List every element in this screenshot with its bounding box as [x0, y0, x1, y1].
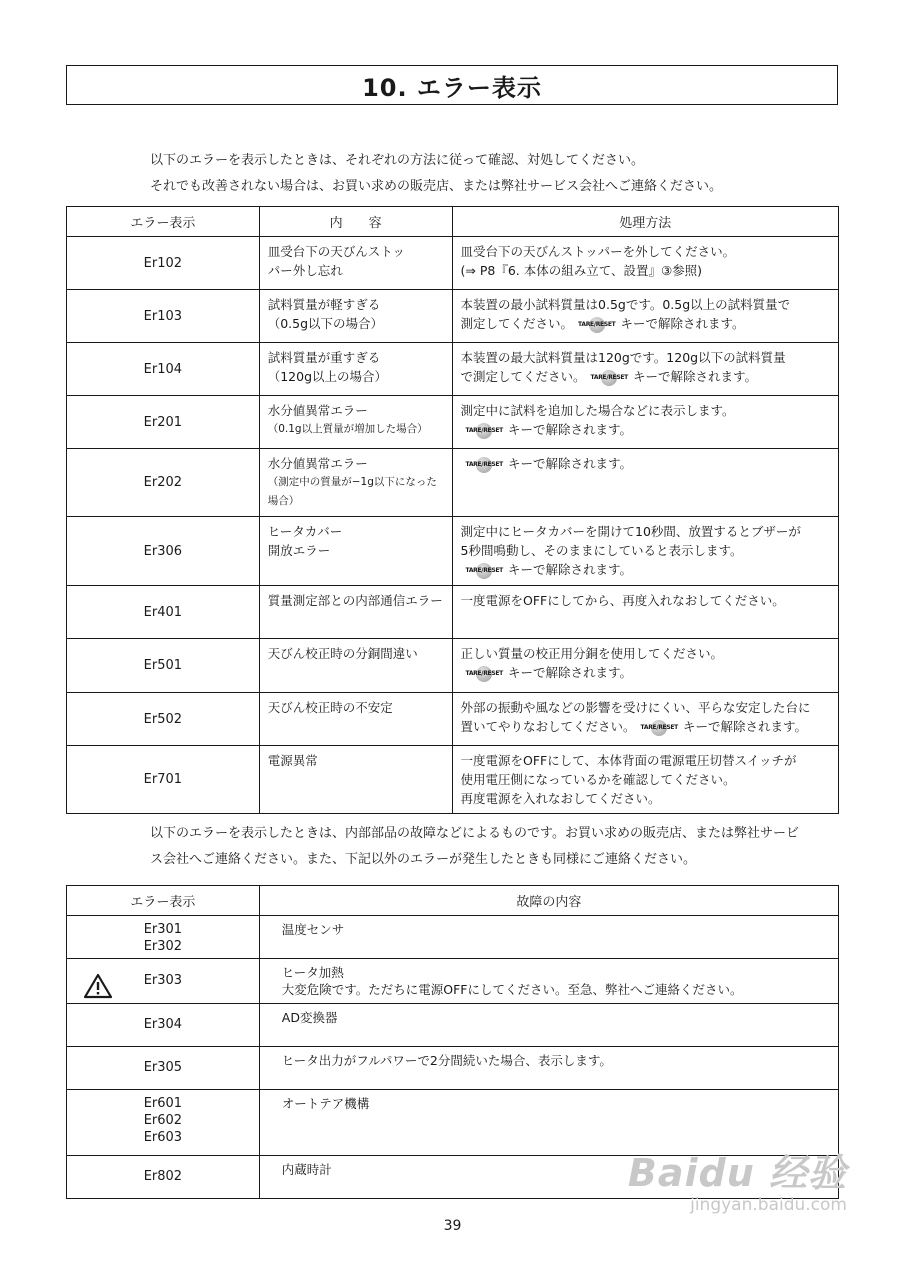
intro-line: それでも改善されない場合は、お買い求めの販売店、または弊社サービス会社へご連絡ください。: [150, 179, 723, 194]
error-code-cell: [67, 1156, 260, 1199]
remedy-text: で測定してください。: [460, 369, 586, 384]
intro-line: ス会社へご連絡ください。また、下記以外のエラーが発生したときも同様にご連絡ください。: [150, 852, 697, 867]
table-row: [67, 396, 839, 449]
tare-reset-key-icon: TARE/RESET: [465, 561, 504, 580]
error-description: [259, 517, 452, 586]
error-remedy: [452, 586, 838, 639]
tare-reset-key-icon: TARE/RESET: [465, 421, 504, 440]
remedy-line: 正しい質量の校正用分銅を使用してください。: [460, 646, 724, 661]
error-description: [259, 396, 452, 449]
remedy-line: 一度電源をOFFにして、本体背面の電源電圧切替スイッチが: [460, 753, 797, 768]
fault-description: [259, 959, 838, 1004]
error-description: [259, 237, 452, 290]
error-code-cell: [67, 959, 260, 1004]
table-row: [67, 639, 839, 693]
remedy-line: 使用電圧側になっているかを確認してください。: [460, 772, 736, 787]
error-description: [259, 586, 452, 639]
fault-line: ヒータ出力がフルパワーで2分間続いた場合、表示します。: [281, 1053, 612, 1068]
intro-paragraph-1: [150, 148, 722, 200]
remedy-text: キーで解除されます。: [507, 665, 632, 680]
error-code-cell: [67, 1090, 260, 1156]
warning-icon: [83, 973, 113, 999]
remedy-text: キーで解除されます。: [620, 316, 745, 331]
remedy-text: キーで解除されます。: [507, 456, 632, 471]
error-remedy: [452, 639, 838, 693]
error-code: Er501: [67, 639, 260, 693]
fault-line: オートテア機構: [281, 1096, 370, 1111]
error-code: Er103: [67, 290, 260, 343]
error-code-cell: [67, 1004, 260, 1047]
remedy-text: キーで解除されます。: [507, 562, 632, 577]
tare-reset-key-icon: TARE/RESET: [577, 315, 616, 334]
error-code: Er802: [143, 1169, 183, 1184]
table-row: [67, 746, 839, 814]
error-description: [259, 290, 452, 343]
error-code: Er202: [67, 449, 260, 517]
error-code: Er304: [143, 1017, 183, 1032]
error-code: Er602: [143, 1113, 183, 1128]
remedy-line: 一度電源をOFFにしてから、再度入れなおしてください。: [460, 593, 785, 608]
error-code: Er502: [67, 693, 260, 746]
error-remedy: [452, 746, 838, 814]
error-remedy: [452, 693, 838, 746]
remedy-line: [461, 454, 830, 474]
remedy-text: 測定してください。: [460, 316, 574, 331]
remedy-text: 置いてやりなおしてください。: [460, 719, 636, 734]
remedy-line: 再度電源を入れなおしてください。: [460, 791, 661, 806]
intro-line: 以下のエラーを表示したときは、それぞれの方法に従って確認、対処してください。: [150, 153, 645, 168]
remedy-line: 外部の振動や風などの影響を受けにくい、平らな安定した台に: [460, 700, 811, 715]
remedy-line: [461, 367, 830, 387]
remedy-line: 本装置の最小試料質量は0.5gです。0.5g以上の試料質量で: [460, 297, 791, 312]
intro-line: 以下のエラーを表示したときは、内部部品の故障などによるものです。お買い求めの販売店、または弊社サービ: [150, 826, 799, 841]
col-header-error: エラー表示: [67, 207, 260, 237]
tare-reset-key-icon: TARE/RESET: [465, 455, 504, 474]
fault-line: ヒータ加熱: [281, 965, 344, 980]
fault-line: AD変換器: [281, 1010, 338, 1025]
description-line: 電源異常: [267, 753, 318, 768]
description-line: （120g以上の場合）: [267, 369, 388, 384]
table-row: [67, 1004, 839, 1047]
fault-description: [259, 1047, 838, 1090]
table-row: [67, 343, 839, 396]
fault-line: 温度センサ: [281, 922, 345, 937]
error-code: Er201: [67, 396, 260, 449]
error-code: Er303: [143, 973, 183, 988]
error-code: Er302: [143, 939, 183, 954]
table-row: [67, 1047, 839, 1090]
remedy-line: [461, 663, 830, 683]
error-table: [66, 206, 839, 814]
error-description: [259, 639, 452, 693]
error-remedy: [452, 237, 838, 290]
error-code-cell: [67, 1047, 260, 1090]
error-description: [259, 343, 452, 396]
table-row: [67, 693, 839, 746]
watermark-logo: Baidu 经验: [627, 1151, 847, 1195]
remedy-line: 皿受台下の天びんストッパーを外してください。: [460, 244, 736, 259]
error-remedy: [452, 449, 838, 517]
remedy-line: (⇒ P8『6. 本体の組み立て、設置』③参照): [460, 263, 703, 278]
description-line: 水分値異常エラー: [267, 403, 368, 418]
error-code-cell: [67, 916, 260, 959]
table-row: [67, 586, 839, 639]
remedy-line: 測定中にヒータカバーを開けて10秒間、放置するとブザーが: [460, 524, 801, 539]
error-description: [259, 693, 452, 746]
remedy-text: キーで解除されます。: [632, 369, 757, 384]
col-header-fault: 故障の内容: [259, 886, 838, 916]
tare-reset-key-icon: TARE/RESET: [640, 718, 679, 737]
description-line: （0.5g以下の場合）: [267, 316, 384, 331]
col-header-content: 内 容: [259, 207, 452, 237]
remedy-line: [461, 717, 830, 737]
error-description: [259, 449, 452, 517]
remedy-line: [461, 420, 830, 440]
fault-description: [259, 1004, 838, 1047]
remedy-line: 測定中に試料を追加した場合などに表示します。: [460, 403, 735, 418]
table-row: [67, 916, 839, 959]
col-header-remedy: 処理方法: [452, 207, 838, 237]
remedy-line: 5秒間鳴動し、そのままにしていると表示します。: [460, 543, 743, 558]
fault-line: 大変危険です。ただちに電源OFFにしてください。至急、弊社へご連絡ください。: [281, 982, 743, 997]
intro-paragraph-2: [150, 821, 799, 873]
description-line: 質量測定部との内部通信エラー: [267, 593, 443, 608]
table-row: [67, 959, 839, 1004]
error-code: Er104: [67, 343, 260, 396]
remedy-line: 本装置の最大試料質量は120gです。120g以下の試料質量: [460, 350, 786, 365]
description-line: パー外し忘れ: [267, 263, 343, 278]
table-row: [67, 517, 839, 586]
error-remedy: [452, 517, 838, 586]
description-line: （0.1g以上質量が増加した場合）: [267, 423, 428, 435]
description-line: 水分値異常エラー: [267, 456, 368, 471]
error-code: Er301: [143, 922, 183, 937]
error-description: [259, 746, 452, 814]
table-row: [67, 449, 839, 517]
remedy-text: キーで解除されます。: [682, 719, 807, 734]
error-code: Er603: [143, 1130, 183, 1145]
col-header-error: エラー表示: [67, 886, 260, 916]
error-remedy: [452, 290, 838, 343]
description-line: 試料質量が重すぎる: [267, 350, 381, 365]
remedy-line: [461, 314, 830, 334]
remedy-line: [461, 560, 830, 580]
description-line: 皿受台下の天びんストッ: [267, 244, 405, 259]
fault-description: [259, 916, 838, 959]
description-line: 開放エラー: [267, 543, 331, 558]
description-line: （測定中の質量が−1g以下になった場合）: [267, 476, 437, 507]
description-line: ヒータカバー: [267, 524, 343, 539]
fault-line: 内蔵時計: [281, 1162, 332, 1177]
watermark-url: jingyan.baidu.com: [690, 1195, 847, 1215]
error-code: Er601: [143, 1096, 183, 1111]
tare-reset-key-icon: TARE/RESET: [465, 664, 504, 683]
tare-reset-key-icon: TARE/RESET: [590, 368, 629, 387]
description-line: 試料質量が軽すぎる: [267, 297, 381, 312]
description-line: 天びん校正時の分銅間違い: [267, 646, 418, 661]
baidu-watermark: [628, 1142, 847, 1215]
error-remedy: [452, 396, 838, 449]
page-title: 10. エラー表示: [66, 65, 838, 105]
error-code: Er701: [67, 746, 260, 814]
error-remedy: [452, 343, 838, 396]
error-code: Er306: [67, 517, 260, 586]
page-number: 39: [443, 1218, 462, 1234]
description-line: 天びん校正時の不安定: [267, 700, 393, 715]
table-row: [67, 290, 839, 343]
error-code: Er305: [143, 1060, 183, 1075]
remedy-text: キーで解除されます。: [507, 422, 632, 437]
error-code: Er401: [67, 586, 260, 639]
table-row: [67, 237, 839, 290]
error-code: Er102: [67, 237, 260, 290]
